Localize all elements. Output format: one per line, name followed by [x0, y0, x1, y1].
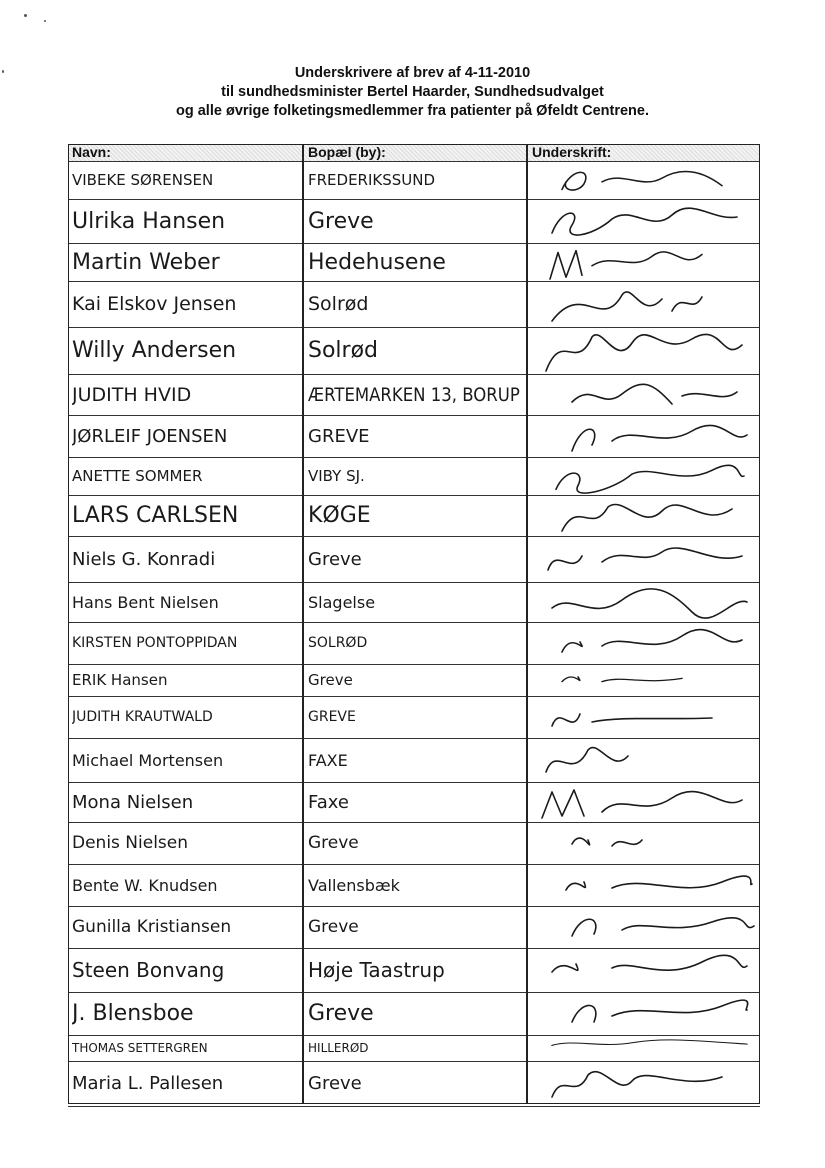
signer-name-text: Gunilla Kristiansen [72, 917, 232, 937]
signer-city-text: Solrød [308, 338, 379, 363]
signer-name-text: JUDITH KRAUTWALD [72, 709, 213, 725]
signer-city-text: KØGE [308, 503, 371, 528]
signer-name-text: Maria L. Pallesen [72, 1073, 224, 1094]
signature-table [68, 144, 760, 1104]
signer-city-text: HILLERØD [308, 1041, 369, 1055]
signer-name-text: Bente W. Knudsen [72, 875, 218, 895]
header-city: Bopæl (by): [308, 144, 386, 160]
table-border [68, 144, 760, 1104]
document-title [0, 64, 825, 121]
header-signature: Underskrift: [532, 144, 612, 160]
signer-name-text: Steen Bonvang [72, 958, 225, 982]
signer-name-text: Niels G. Konradi [72, 548, 216, 570]
signer-name-text: Mona Nielsen [72, 791, 194, 813]
signer-name-text: LARS CARLSEN [72, 503, 239, 528]
signer-city-text: Slagelse [308, 592, 376, 612]
signer-name-text: Willy Andersen [72, 338, 237, 363]
signer-name-text: THOMAS SETTERGREN [72, 1041, 208, 1055]
signer-name-text: ANETTE SOMMER [72, 467, 203, 485]
signer-city-text: Greve [308, 1001, 374, 1026]
header-name: Navn: [72, 144, 111, 160]
signer-city-text: GREVE [308, 709, 356, 725]
title-line-3: og alle øvrige folketingsmedlemmer fra patienter på Øfeldt Centrene. [176, 103, 649, 119]
title-line-2: til sundhedsminister Bertel Haarder, Sundhedsudvalget [221, 84, 604, 100]
signer-name-text: Ulrika Hansen [72, 208, 226, 234]
signer-city-text: Greve [308, 917, 359, 937]
signer-name-text: J. Blensboe [72, 1001, 194, 1026]
signer-name-text: ERIK Hansen [72, 671, 168, 689]
signer-name-text: Michael Mortensen [72, 750, 224, 770]
signer-city-text: Høje Taastrup [308, 958, 445, 982]
signer-city-text: Greve [308, 833, 359, 853]
signer-name-text: Martin Weber [72, 249, 220, 275]
signer-city-text: VIBY SJ. [308, 467, 365, 485]
title-line-1: Underskrivere af brev af 4-11-2010 [294, 65, 531, 81]
signer-city-text: Greve [308, 671, 353, 689]
signature-stroke [552, 1117, 752, 1136]
signer-city-text: FREDERIKSSUND [308, 171, 436, 189]
signer-city-text: ÆRTEMARKEN 13, BORUP [308, 383, 520, 406]
signer-city-text: Hedehusene [308, 249, 446, 275]
signer-name-text: Denis Nielsen [72, 833, 189, 853]
signer-city-text: Greve [308, 548, 362, 570]
signer-name-text: Kai Elskov Jensen [72, 293, 237, 315]
signer-city-text: SOLRØD [308, 635, 368, 651]
signer-city-text: Greve [308, 1073, 362, 1094]
signer-city-text: FAXE [308, 750, 348, 770]
signer-city-text: Vallensbæk [308, 875, 400, 895]
signer-name-text: Hans Bent Nielsen [72, 592, 219, 612]
scan-speck [44, 20, 46, 22]
signer-name-text: VIBEKE SØRENSEN [72, 171, 214, 189]
row-divider [68, 1106, 760, 1107]
signer-city-text: Faxe [308, 791, 349, 813]
signer-name-text: JØRLEIF JOENSEN [72, 425, 228, 447]
signer-city-text: GREVE [308, 425, 370, 447]
signer-city-text: Solrød [308, 293, 369, 315]
scan-speck [24, 14, 27, 17]
signer-name-text: JUDITH HVID [72, 383, 192, 406]
signer-city-text: Greve [308, 208, 374, 234]
signer-name-text: KIRSTEN PONTOPPIDAN [72, 635, 238, 651]
